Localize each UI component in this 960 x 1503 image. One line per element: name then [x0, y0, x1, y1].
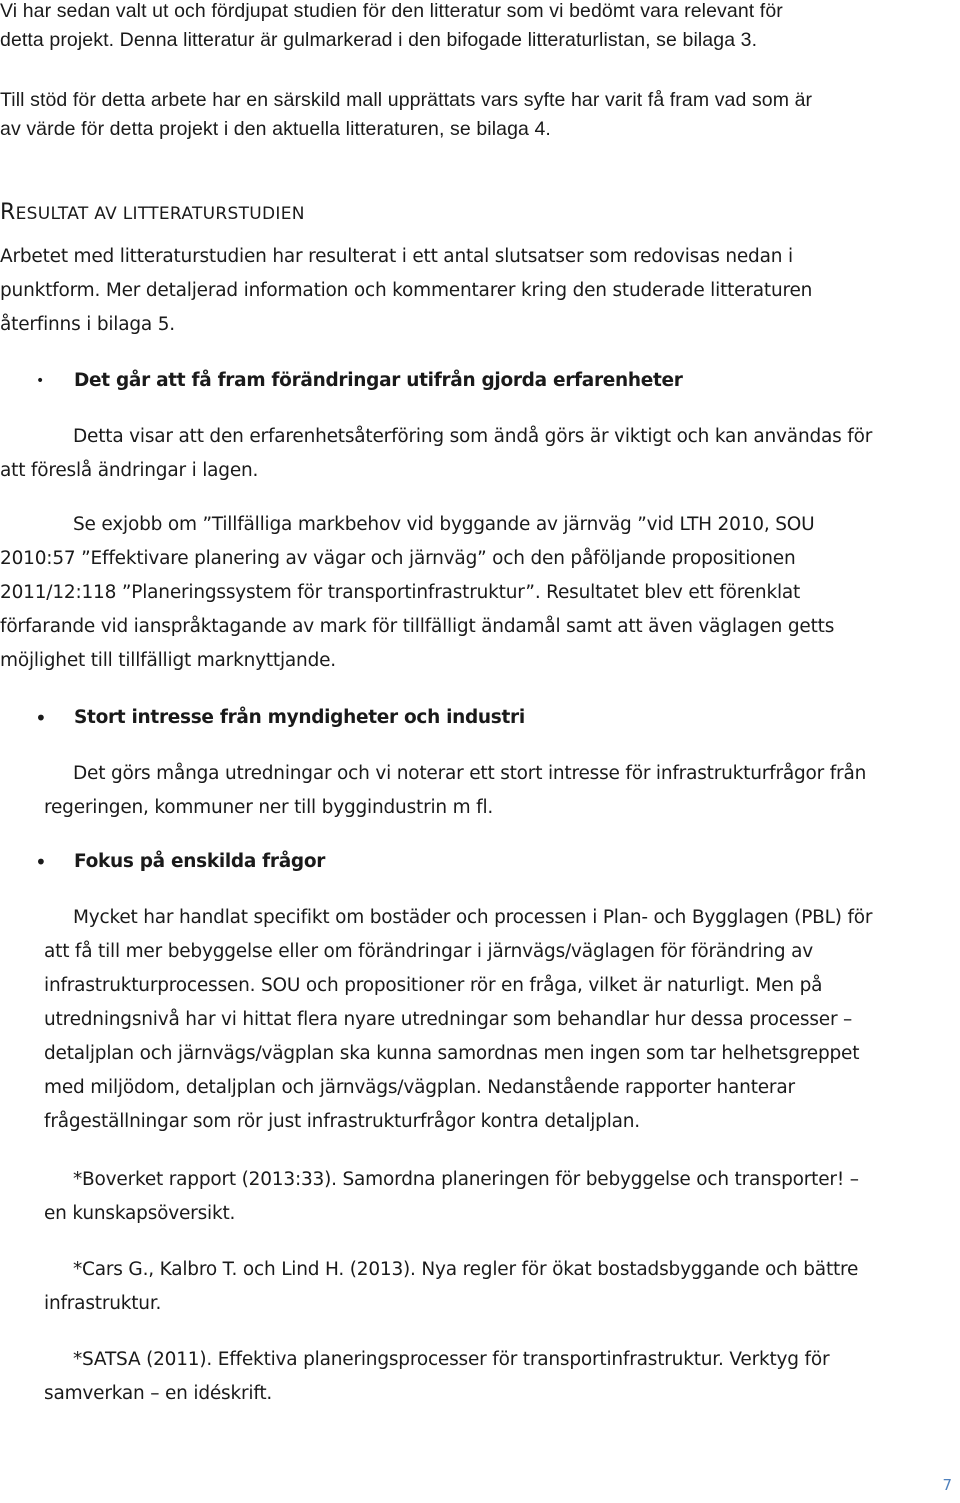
- text-line: *Cars G., Kalbro T. och Lind H. (2013). Nya regler för ökat bostadsbyggande och bättre: [73, 1259, 859, 1280]
- section-heading: [0, 200, 305, 225]
- text-line: Arbetet med litteraturstudien har resulterat i ett antal slutsatser som redovisas nedan i: [0, 246, 793, 267]
- bullet-2-paragraph-1: [44, 757, 866, 825]
- bullet-title: Fokus på enskilda frågor: [74, 851, 326, 872]
- text-line: infrastrukturprocessen. SOU och propositioner rör en fråga, vilket är naturligt. Men på: [44, 975, 823, 996]
- text-line: Till stöd för detta arbete har en särskild mall upprättats vars syfte har varit få fram vad som är: [0, 89, 813, 111]
- text-line: regeringen, kommuner ner till byggindustrin m fl.: [44, 797, 494, 818]
- bullet-item-2: [0, 701, 960, 735]
- reference-3: [44, 1343, 829, 1411]
- text-line: att få till mer bebyggelse eller om förändringar i järnvägs/väglagen för förändring av: [44, 941, 814, 962]
- text-line: att föreslå ändringar i lagen.: [0, 460, 259, 481]
- reference-1: [44, 1163, 859, 1231]
- text-line: detta projekt. Denna litteratur är gulmarkerad i den bifogade litteraturlistan, se bilaga 3.: [0, 29, 758, 51]
- bullet-icon: •: [35, 706, 47, 730]
- bullet-item-1: [0, 364, 960, 398]
- text-line: samverkan – en idéskrift.: [44, 1383, 273, 1404]
- text-line: infrastruktur.: [44, 1293, 162, 1314]
- text-line: möjlighet till tillfälligt marknyttjande.: [0, 650, 336, 671]
- text-line: en kunskapsöversikt.: [44, 1203, 236, 1224]
- bullet-icon: •: [35, 850, 47, 874]
- text-line: av värde för detta projekt i den aktuella litteraturen, se bilaga 4.: [0, 118, 551, 140]
- intro-paragraph-2: [0, 86, 812, 144]
- bullet-3-paragraph-1: [44, 901, 872, 1139]
- text-line: Det görs många utredningar och vi noterar ett stort intresse för infrastrukturfrågor från: [73, 763, 867, 784]
- text-line: punktform. Mer detaljerad information och kommentarer kring den studerade litteraturen: [0, 280, 813, 301]
- text-line: detaljplan och järnvägs/vägplan ska kunna samordnas men ingen som tar helhetsgreppet: [44, 1043, 860, 1064]
- bullet-1-paragraph-1: [0, 420, 872, 488]
- page-number: 7: [942, 1476, 952, 1494]
- section-intro-paragraph: [0, 240, 812, 342]
- text-line: förfarande vid ianspråktagande av mark för tillfälligt ändamål samt att även väglagen getts: [0, 616, 835, 637]
- bullet-title: Det går att få fram förändringar utifrån gjorda erfarenheter: [74, 370, 683, 391]
- text-line: *SATSA (2011). Effektiva planeringsprocesser för transportinfrastruktur. Verktyg för: [73, 1349, 830, 1370]
- heading-initial: R: [0, 200, 16, 225]
- text-line: Vi har sedan valt ut och fördjupat studien för den litteratur som vi bedömt vara relevant för: [0, 0, 783, 22]
- text-line: Mycket har handlat specifikt om bostäder och processen i Plan- och Bygglagen (PBL) för: [73, 907, 873, 928]
- text-line: frågeställningar som rör just infrastrukturfrågor kontra detaljplan.: [44, 1111, 640, 1132]
- text-line: 2010:57 ”Effektivare planering av vägar och järnväg” och den påföljande propositionen: [0, 548, 796, 569]
- text-line: med miljödom, detaljplan och järnvägs/vägplan. Nedanstående rapporter hanterar: [44, 1077, 795, 1098]
- heading-rest: ESULTAT AV LITTERATURSTUDIEN: [15, 204, 305, 224]
- reference-2: [44, 1253, 858, 1321]
- intro-paragraph-1: [0, 0, 783, 55]
- bullet-1-paragraph-2: [0, 508, 834, 678]
- text-line: 2011/12:118 ”Planeringssystem för transportinfrastruktur”. Resultatet blev ett förenklat: [0, 582, 801, 603]
- text-line: Detta visar att den erfarenhetsåterföring som ändå görs är viktigt och kan användas för: [73, 426, 873, 447]
- bullet-icon: •: [36, 373, 45, 389]
- text-line: utredningsnivå har vi hittat flera nyare utredningar som behandlar hur dessa processer –: [44, 1009, 853, 1030]
- text-line: återfinns i bilaga 5.: [0, 314, 175, 335]
- bullet-item-3: [0, 845, 960, 879]
- text-line: Se exjobb om ”Tillfälliga markbehov vid byggande av järnväg ”vid LTH 2010, SOU: [73, 514, 815, 535]
- bullet-title: Stort intresse från myndigheter och industri: [74, 707, 525, 728]
- text-line: *Boverket rapport (2013:33). Samordna planeringen för bebyggelse och transporter! –: [73, 1169, 859, 1190]
